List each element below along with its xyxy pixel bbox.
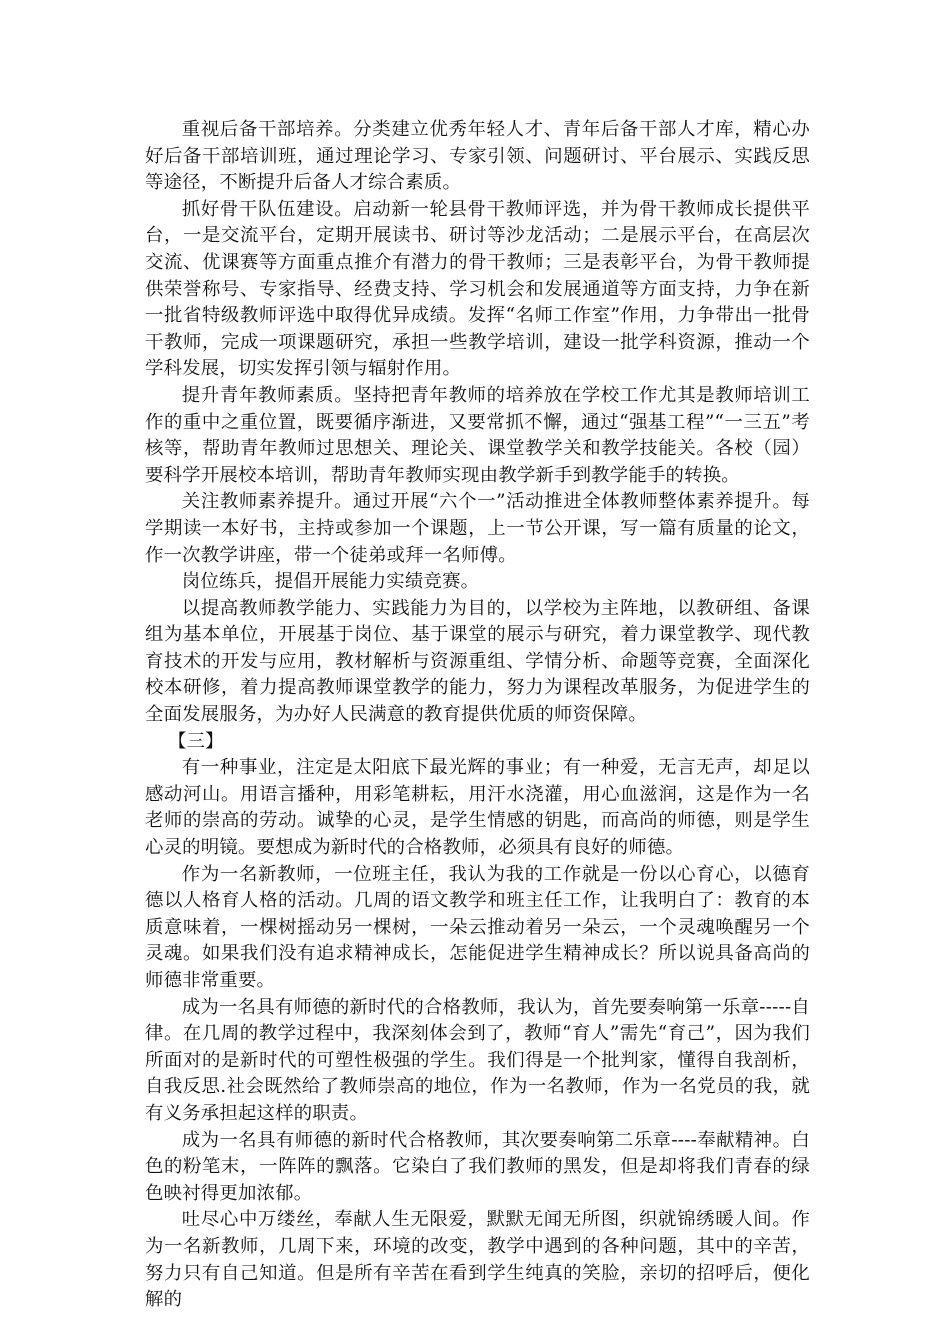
paragraph-dedication: 成为一名具有师德的新时代合格教师，其次要奏响第二乐章----奉献精神。白色的粉笔末，一阵阵的飘落。它染白了我们教师的黑发，但是却将我们青春的绿色映衬得更加浓郁。 — [145, 1129, 810, 1204]
paragraph-job-training: 岗位练兵，提倡开展能力实绩竞赛。 — [181, 571, 480, 593]
paragraph-brilliant-career: 有一种事业，注定是太阳底下最光辉的事业；有一种爱，无言无声，却足以感动河山。用语言播种，用彩笔耕耘，用汗水浇灌，用心血滋润，这是作为一名老师的崇高的劳动。诚挚的心灵，是学生情感的钥匙，而高尚的师德，则是学生心灵的明镜。要想成为新时代的合格教师，必须具有良好的师德。 — [145, 757, 810, 859]
paragraph-self-discipline: 成为一名具有师德的新时代的合格教师，我认为，首先要奏响第一乐章-----自律。在几周的教学过程中，我深刻体会到了，教师“育人”需先“育己”，因为我们所面对的是新时代的可塑性极强的学生。我们得是一个批判家，懂得自我剖析，自我反思.社会既然给了教师崇高的地位，作为一名教师，作为一名党员的我，就有义务承担起这样的职责。 — [145, 996, 810, 1124]
paragraph-backbone-team: 抓好骨干队伍建设。启动新一轮县骨干教师评选，并为骨干教师成长提供平台，一是交流平台，定期开展读书、研讨等沙龙活动；二是展示平台，在高层次交流、优课赛等方面重点推介有潜力的骨干教师；三是表彰平台，为骨干教师提供荣誉称号、专家指导、经费支持、学习机会和发展通道等方面支持，力争在新一批省特级教师评选中取得优异成绩。发挥“名师工作室”作用，力争带出一批骨干教师，完成一项课题研究，承担一些教学培训，建设一批学科资源，推动一个学科发展，切实发挥引领与辐射作用。 — [145, 198, 810, 380]
paragraph-silk: 吐尽心中万缕丝，奉献人生无限爱，默默无闻无所图，织就锦绣暖人间。作为一名新教师，几周下来，环境的改变，教学中遇到的各种问题，其中的辛苦，努力只有自己知道。但是所有辛苦在看到学生纯真的笑脸，亲切的招呼后，便化解的 — [145, 1209, 810, 1311]
paragraph-new-teacher: 作为一名新教师，一位班主任，我认为我的工作就是一份以心育心，以德育德以人格育人格的活动。几周的语文教学和班主任工作，让我明白了：教育的本质意味着，一棵树摇动另一棵树，一朵云推动着另一朵云，一个灵魂唤醒另一个灵魂。如果我们没有追求精神成长，怎能促进学生精神成长？所以说具备高尚的师德非常重要。 — [145, 863, 810, 991]
paragraph-reserve-cadres: 重视后备干部培养。分类建立优秀年轻人才、青年后备干部人才库，精心办好后备干部培训班，通过理论学习、专家引领、问题研讨、平台展示、实践反思等途径，不断提升后备人才综合素质。 — [145, 119, 810, 194]
section-heading-three: 【三】 — [168, 730, 224, 752]
paragraph-teacher-literacy: 关注教师素养提升。通过开展“六个一”活动推进全体教师整体素养提升。每学期读一本好书，主持或参加一个课题，上一节公开课，写一篇有质量的论文，作一次教学讲座，带一个徒弟或拜一名师傅。 — [145, 491, 810, 566]
document-body — [145, 117, 810, 1314]
paragraph-young-teachers: 提升青年教师素质。坚持把青年教师的培养放在学校工作尤其是教师培训工作的重中之重位置，既要循序渐进，又要常抓不懈，通过“强基工程”“一三五”考核等，帮助青年教师过思想关、理论关、课堂教学关和教学技能关。各校（园）要科学开展校本培训，帮助青年教师实现由教学新手到教学能手的转换。 — [145, 384, 810, 486]
paragraph-teaching-ability: 以提高教师教学能力、实践能力为目的，以学校为主阵地，以教研组、备课组为基本单位，开展基于岗位、基于课堂的展示与研究，着力课堂教学、现代教育技术的开发与应用，教材解析与资源重组、学情分析、命题等竞赛，全面深化校本研修，着力提高教师课堂教学的能力，努力为课程改革服务，为促进学生的全面发展服务，为办好人民满意的教育提供优质的师资保障。 — [145, 597, 810, 726]
